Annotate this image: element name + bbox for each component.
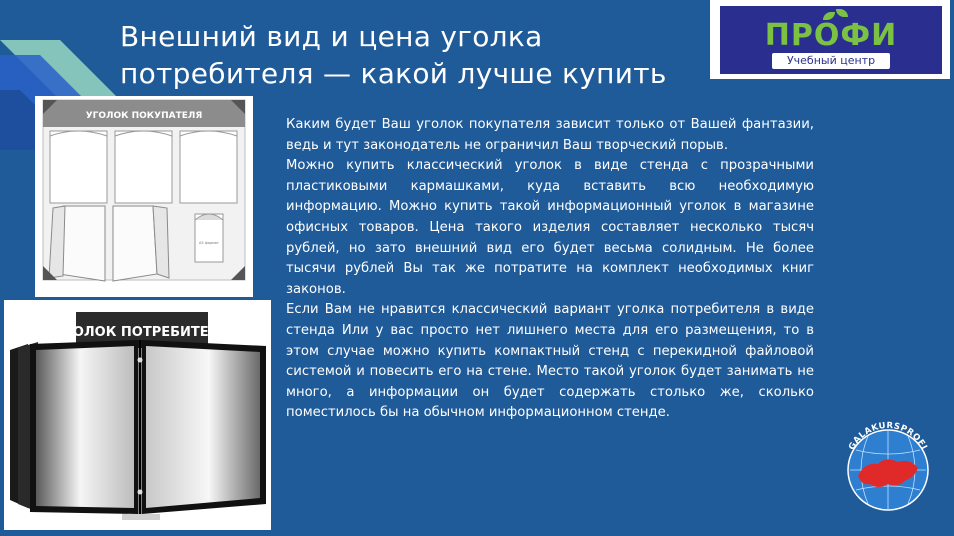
stand-header-text: УГОЛОК ПОКУПАТЕЛЯ: [85, 111, 203, 121]
paragraph-3: Если Вам не нравится классический вариант уголка потребителя в виде стенда Или у вас просто нет лишнего места для его размещения, то в этом случае можно купить компактный стенд с перекидной файловой системой и повесить его на стене. Место такой уголок будет занимать не много, а информации он будет содержать столько же, сколько поместилось бы на обычном информационном стенде.: [286, 302, 814, 421]
galakursprofi-globe-logo: [840, 418, 936, 514]
slide-title: Внешний вид и цена уголка потребителя — какой лучше купить: [120, 20, 667, 90]
logo-profi: [710, 0, 950, 79]
globe-text: GALAKURSPROFI: [847, 420, 929, 452]
logo-subtitle: Учебный центр: [772, 53, 890, 69]
paragraph-1: Каким будет Ваш уголок покупателя зависит только от Вашей фантазии, ведь и тут законодатель не ограничил Ваш творческий порыв.: [286, 117, 814, 153]
flip-file-stand-image: [4, 300, 271, 530]
pocket-note-text: А5 формат: [199, 241, 219, 245]
flip-stand-header-text: УГОЛОК ПОТРЕБИТЕЛЯ: [54, 325, 230, 340]
leaf-icon: [836, 9, 848, 17]
stand-with-pockets-image: [35, 96, 253, 297]
logo-wordmark: ПРОФИ: [764, 18, 898, 53]
body-text: [286, 115, 814, 424]
paragraph-2: Можно купить классический уголок в виде стенда с прозрачными пластиковыми кармашками, куда вставить всю необходимую информацию. Можно купить такой информационный уголок в магазине офисных товаров. Цена такого изделия составляет несколько тысяч рублей, но зато внешний вид его будет весьма солидным. Не более тысячи рублей Вы так же потратите на комплект необходимых книг законов.: [286, 158, 814, 297]
